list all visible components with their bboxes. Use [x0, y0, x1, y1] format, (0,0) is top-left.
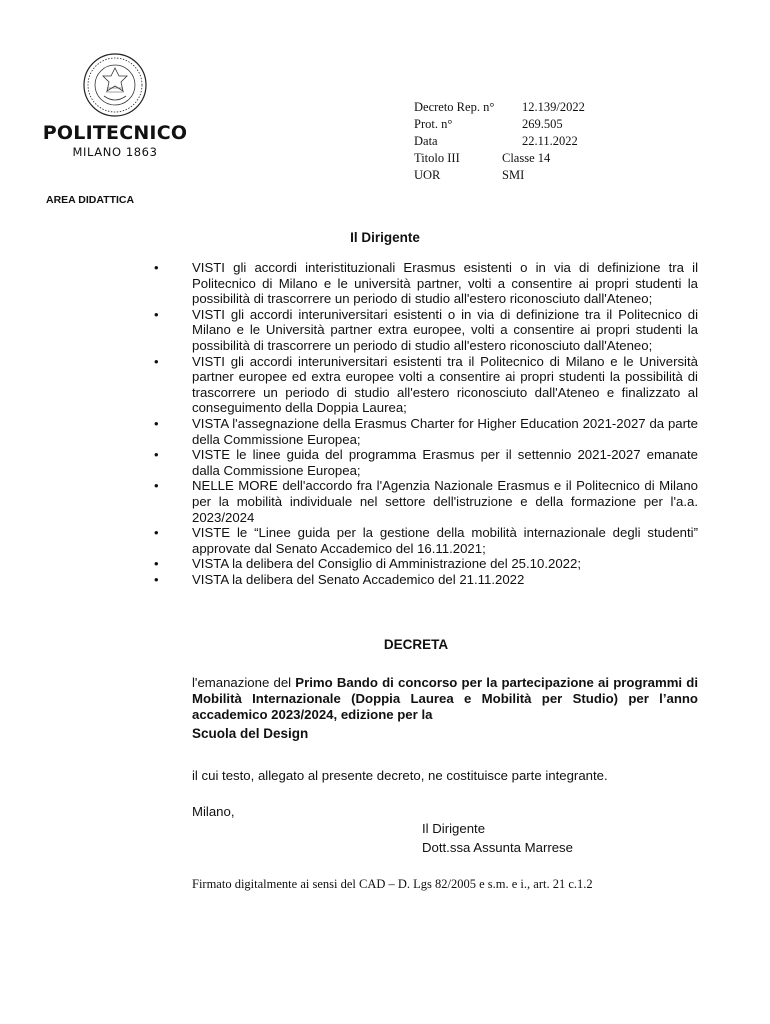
bullet-icon: • — [154, 525, 159, 541]
university-seal-icon — [82, 52, 148, 118]
section-title: Il Dirigente — [350, 230, 420, 245]
ref-row-titolo — [414, 150, 585, 167]
bullet-icon: • — [154, 353, 159, 369]
ref-label: UOR — [414, 168, 441, 182]
premise-text: VISTI gli accordi interuniversitari esistenti o in via di definizione tra il Politecnico di Milano e le Università partner extra europee, volti a consentire ai propri studenti la possibilità di trascorrere un periodo di studio all'estero riconosciuto dall'Ateneo; — [192, 306, 698, 353]
politecnico-logo — [40, 52, 190, 159]
ref-row-prot — [414, 116, 585, 133]
protocol-reference-block — [414, 99, 585, 184]
area-label: AREA DIDATTICA — [46, 194, 135, 206]
bullet-icon: • — [154, 556, 159, 572]
premise-text: VISTE le “Linee guida per la gestione della mobilità internazionale degli studenti” approvate dal Senato Accademico del 16.11.2021; — [192, 525, 698, 556]
ref-value: 12.139/2022 — [522, 100, 585, 114]
bullet-icon: • — [154, 571, 159, 587]
logo-subtitle: MILANO 1863 — [72, 145, 158, 159]
decree-prefix: l'emanazione del — [192, 675, 296, 690]
school-name: Scuola del Design — [192, 726, 309, 741]
bullet-icon: • — [154, 415, 159, 431]
list-item — [148, 307, 698, 354]
attachment-statement: il cui testo, allegato al presente decreto, ne costituisce parte integrante. — [192, 768, 608, 783]
bullet-icon: • — [154, 260, 159, 275]
list-item — [148, 447, 698, 478]
list-item — [148, 525, 698, 556]
decreta-heading: DECRETA — [383, 637, 449, 652]
premise-text: VISTA la delibera del Senato Accademico del 21.11.2022 — [192, 571, 525, 587]
ref-row-data — [414, 133, 585, 150]
list-item — [148, 260, 698, 307]
premise-text: VISTA l'assegnazione della Erasmus Charter for Higher Education 2021-2027 da parte della Commissione Europea; — [192, 415, 698, 447]
ref-label: Data — [414, 134, 438, 148]
list-item — [148, 556, 698, 572]
signer-name: Dott.ssa Assunta Marrese — [422, 840, 573, 855]
bullet-icon: • — [154, 447, 159, 463]
list-item — [148, 478, 698, 525]
premise-text: VISTE le linee guida del programma Erasmus per il settennio 2021-2027 emanate dalla Commissione Europea; — [192, 447, 698, 478]
ref-value: 22.11.2022 — [522, 134, 578, 148]
decree-statement — [192, 675, 698, 722]
ref-label: Prot. n° — [414, 117, 453, 131]
ref-label: Titolo III — [414, 151, 460, 165]
premise-text: VISTA la delibera del Consiglio di Amministrazione del 25.10.2022; — [192, 556, 582, 572]
premise-text: VISTI gli accordi interistituzionali Erasmus esistenti o in via di definizione tra il Politecnico di Milano e le università partner, volti a consentire ai propri studenti la possibilità di trascorrere un periodo di studio all'estero riconosciuto dall'Ateneo; — [192, 260, 698, 307]
signer-role: Il Dirigente — [422, 821, 486, 836]
logo-name: POLITECNICO — [42, 122, 188, 144]
ref-value: SMI — [502, 168, 525, 182]
ref-row-uor — [414, 167, 585, 184]
decree-bold-title: Primo Bando di concorso per la partecipazione ai programmi di Mobilità Internazionale (Doppia Laurea e Mobilità per Studio) per l’anno accademico 2023/2024, edizione per la — [192, 675, 698, 722]
premises-list — [148, 260, 698, 587]
ref-value: 269.505 — [522, 117, 563, 131]
list-item — [148, 572, 698, 588]
bullet-icon: • — [154, 306, 159, 322]
ref-row-decreto — [414, 99, 585, 116]
ref-value: Classe 14 — [502, 151, 551, 165]
list-item — [148, 416, 698, 447]
premise-text: VISTI gli accordi interuniversitari esistenti tra il Politecnico di Milano e le Università partner europee ed extra europee volti a consentire ai propri studenti la possibilità di trascorrere un periodo di studio all'estero riconosciuto dall'Ateneo e finalizzato al conseguimento della Doppia Laurea; — [192, 353, 698, 416]
list-item — [148, 354, 698, 416]
premise-text: NELLE MORE dell'accordo fra l'Agenzia Nazionale Erasmus e il Politecnico di Milano per la mobilità individuale nel settore dell'istruzione e della formazione per l'a.a. 2023/2024 — [192, 478, 698, 525]
bullet-icon: • — [154, 478, 159, 494]
digital-signature-note: Firmato digitalmente ai sensi del CAD – D. Lgs 82/2005 e s.m. e i., art. 21 c.1.2 — [192, 877, 593, 891]
place-line: Milano, — [192, 804, 235, 819]
ref-label: Decreto Rep. n° — [414, 100, 495, 114]
